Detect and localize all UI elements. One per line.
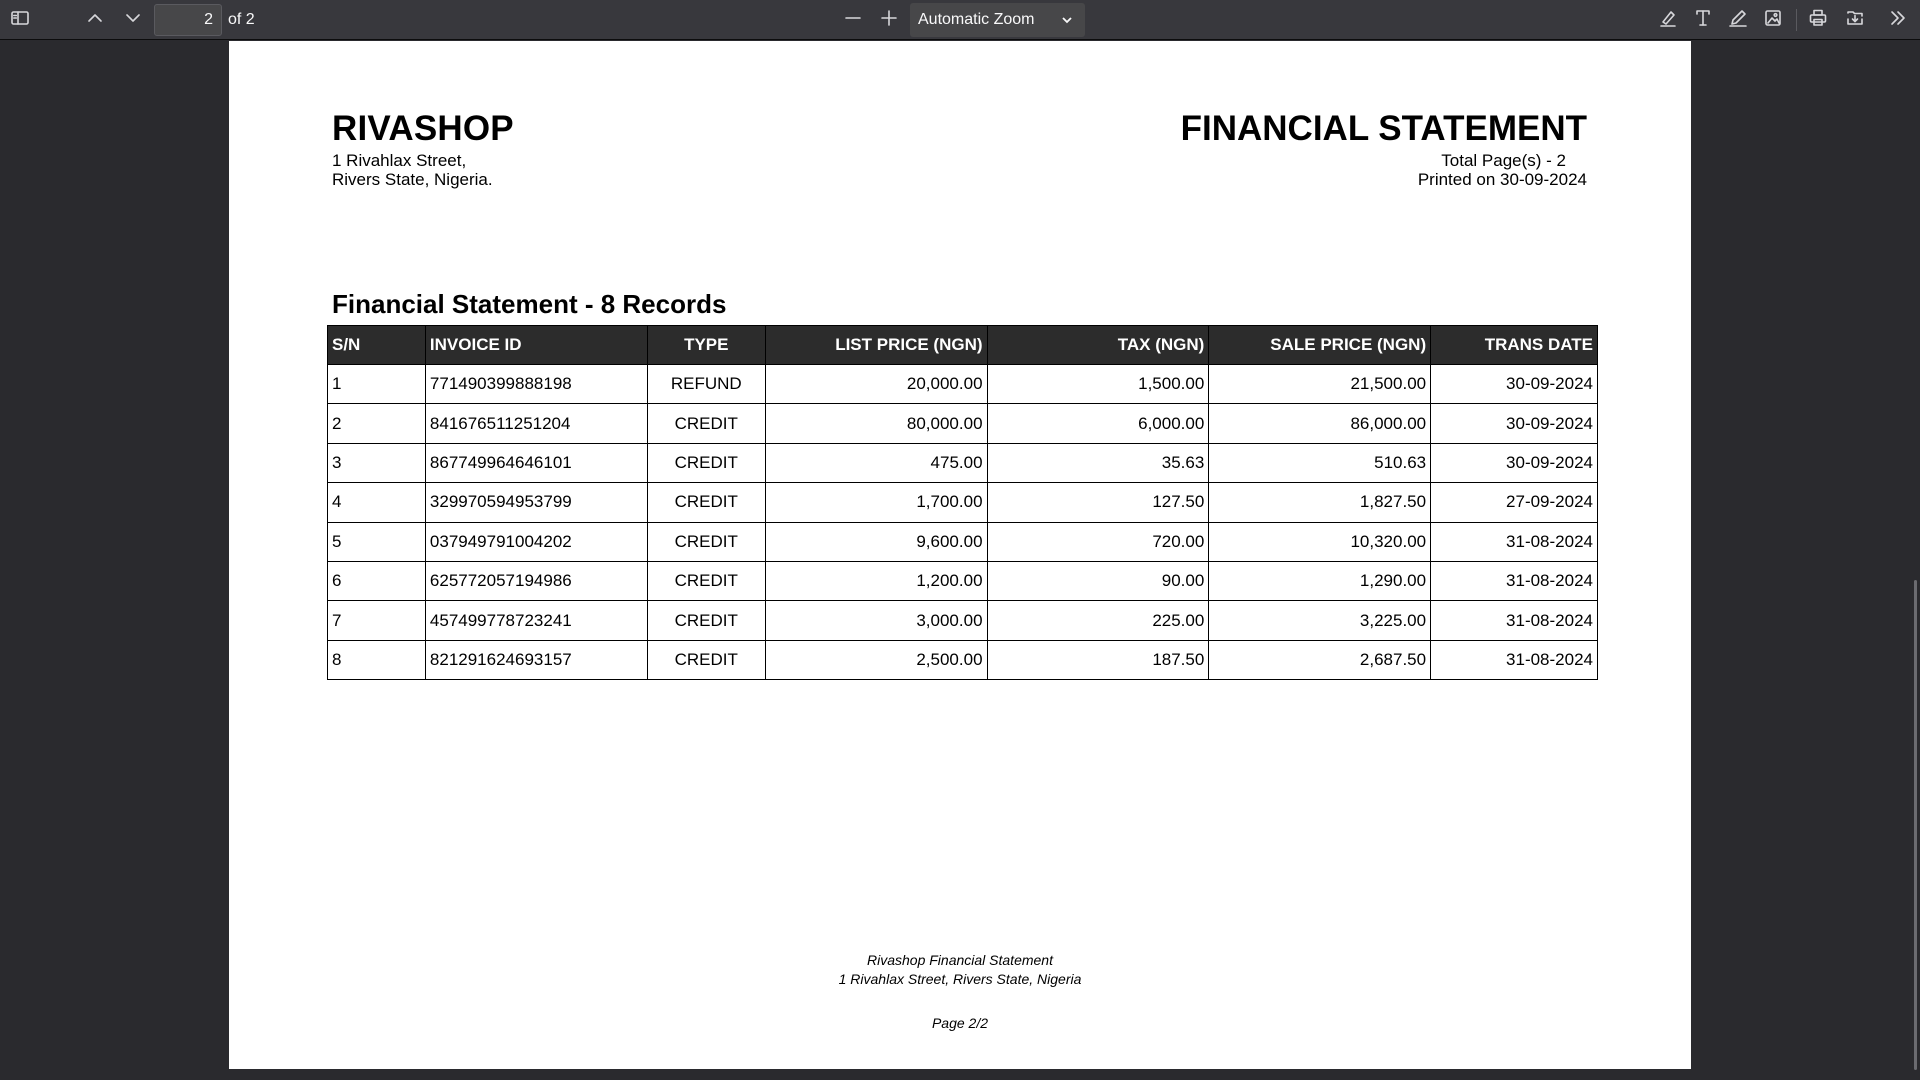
pdf-toolbar	[0, 0, 1920, 40]
next-page-button[interactable]	[117, 4, 149, 36]
table-cell-type: CREDIT	[647, 522, 765, 561]
pdf-page	[229, 41, 1691, 1069]
table-cell-type: CREDIT	[647, 601, 765, 640]
print-button[interactable]	[1802, 4, 1834, 36]
table-cell-date: 30-09-2024	[1431, 365, 1598, 404]
address-line-2: Rivers State, Nigeria.	[332, 170, 493, 189]
table-cell-date: 27-09-2024	[1431, 483, 1598, 522]
document-meta	[1418, 151, 1587, 189]
table-cell-sn: 5	[328, 522, 426, 561]
tools-button[interactable]	[1882, 4, 1914, 36]
table-cell-invoice: 329970594953799	[425, 483, 647, 522]
add-image-button[interactable]	[1757, 4, 1789, 36]
page-count-label: of 2	[228, 11, 255, 28]
download-icon	[1845, 8, 1865, 33]
table-cell-tax: 90.00	[987, 561, 1209, 600]
table-row	[328, 522, 1598, 561]
page-number-input[interactable]	[154, 4, 222, 36]
table-cell-sale: 510.63	[1209, 443, 1431, 482]
footer-title: Rivashop Financial Statement	[867, 952, 1053, 968]
table-row	[328, 443, 1598, 482]
highlight-button[interactable]	[1652, 4, 1684, 36]
table-row	[328, 640, 1598, 679]
column-header: LIST PRICE (NGN)	[765, 326, 987, 365]
column-header: S/N	[328, 326, 426, 365]
zoom-select[interactable]	[910, 3, 1085, 37]
table-row	[328, 561, 1598, 600]
table-cell-sn: 4	[328, 483, 426, 522]
table-cell-sale: 2,687.50	[1209, 640, 1431, 679]
table-row	[328, 404, 1598, 443]
table-cell-sale: 1,827.50	[1209, 483, 1431, 522]
column-header: TRANS DATE	[1431, 326, 1598, 365]
table-cell-type: CREDIT	[647, 640, 765, 679]
plus-icon	[879, 8, 899, 33]
column-header: SALE PRICE (NGN)	[1209, 326, 1431, 365]
previous-page-button[interactable]	[79, 4, 111, 36]
table-cell-tax: 6,000.00	[987, 404, 1209, 443]
table-cell-sn: 1	[328, 365, 426, 404]
table-cell-invoice: 771490399888198	[425, 365, 647, 404]
save-button[interactable]	[1839, 4, 1871, 36]
column-header: TAX (NGN)	[987, 326, 1209, 365]
table-cell-sale: 10,320.00	[1209, 522, 1431, 561]
table-cell-list: 1,700.00	[765, 483, 987, 522]
table-cell-tax: 35.63	[987, 443, 1209, 482]
table-cell-invoice: 625772057194986	[425, 561, 647, 600]
table-cell-sn: 3	[328, 443, 426, 482]
text-icon	[1693, 8, 1713, 33]
table-cell-date: 31-08-2024	[1431, 561, 1598, 600]
table-cell-invoice: 867749964646101	[425, 443, 647, 482]
table-row	[328, 483, 1598, 522]
text-button[interactable]	[1687, 4, 1719, 36]
table-cell-list: 3,000.00	[765, 601, 987, 640]
company-name: RIVASHOP	[332, 109, 514, 148]
column-header: TYPE	[647, 326, 765, 365]
double-chevron-right-icon	[1888, 8, 1908, 33]
table-cell-type: CREDIT	[647, 483, 765, 522]
table-cell-date: 31-08-2024	[1431, 522, 1598, 561]
table-cell-type: CREDIT	[647, 404, 765, 443]
minus-icon	[843, 8, 863, 33]
sidebar-toggle-icon	[10, 8, 30, 33]
image-icon	[1763, 8, 1783, 33]
table-cell-type: REFUND	[647, 365, 765, 404]
table-cell-type: CREDIT	[647, 443, 765, 482]
table-cell-date: 30-09-2024	[1431, 443, 1598, 482]
table-cell-sn: 7	[328, 601, 426, 640]
document-title: FINANCIAL STATEMENT	[1180, 109, 1587, 148]
table-row	[328, 601, 1598, 640]
table-row	[328, 365, 1598, 404]
statement-table	[327, 325, 1598, 680]
scrollbar-thumb[interactable]	[1914, 580, 1917, 1070]
table-cell-tax: 187.50	[987, 640, 1209, 679]
table-cell-type: CREDIT	[647, 561, 765, 600]
table-cell-list: 475.00	[765, 443, 987, 482]
table-cell-list: 20,000.00	[765, 365, 987, 404]
chevron-up-icon	[85, 8, 105, 33]
zoom-value: Automatic Zoom	[918, 11, 1035, 28]
table-cell-tax: 1,500.00	[987, 365, 1209, 404]
table-cell-sn: 6	[328, 561, 426, 600]
company-address	[332, 151, 493, 189]
table-cell-date: 30-09-2024	[1431, 404, 1598, 443]
table-cell-list: 1,200.00	[765, 561, 987, 600]
total-pages: Total Page(s) - 2	[1441, 151, 1566, 170]
table-cell-date: 31-08-2024	[1431, 640, 1598, 679]
table-cell-list: 2,500.00	[765, 640, 987, 679]
draw-button[interactable]	[1722, 4, 1754, 36]
table-cell-tax: 720.00	[987, 522, 1209, 561]
table-cell-invoice: 821291624693157	[425, 640, 647, 679]
chevron-down-icon	[123, 8, 143, 33]
table-cell-sale: 1,290.00	[1209, 561, 1431, 600]
zoom-in-button[interactable]	[873, 4, 905, 36]
table-cell-invoice: 841676511251204	[425, 404, 647, 443]
footer-address: 1 Rivahlax Street, Rivers State, Nigeria	[838, 971, 1082, 987]
table-cell-sale: 21,500.00	[1209, 365, 1431, 404]
address-line-1: 1 Rivahlax Street,	[332, 151, 467, 170]
table-cell-tax: 127.50	[987, 483, 1209, 522]
table-cell-tax: 225.00	[987, 601, 1209, 640]
printer-icon	[1808, 8, 1828, 33]
printed-date: Printed on 30-09-2024	[1417, 170, 1587, 189]
highlighter-icon	[1658, 8, 1678, 33]
sidebar-toggle-button[interactable]	[4, 4, 36, 36]
table-cell-sale: 86,000.00	[1209, 404, 1431, 443]
zoom-out-button[interactable]	[837, 4, 869, 36]
table-cell-invoice: 037949791004202	[425, 522, 647, 561]
table-cell-list: 9,600.00	[765, 522, 987, 561]
table-cell-sale: 3,225.00	[1209, 601, 1431, 640]
table-cell-list: 80,000.00	[765, 404, 987, 443]
table-cell-sn: 2	[328, 404, 426, 443]
column-header: INVOICE ID	[425, 326, 647, 365]
table-cell-date: 31-08-2024	[1431, 601, 1598, 640]
footer-page-number: Page 2/2	[931, 1015, 989, 1031]
section-title: Financial Statement - 8 Records	[332, 289, 727, 319]
table-cell-sn: 8	[328, 640, 426, 679]
chevron-down-icon	[1059, 12, 1075, 28]
pencil-icon	[1728, 8, 1748, 33]
table-header-row	[328, 326, 1598, 365]
toolbar-separator	[1796, 9, 1797, 31]
table-cell-invoice: 457499778723241	[425, 601, 647, 640]
